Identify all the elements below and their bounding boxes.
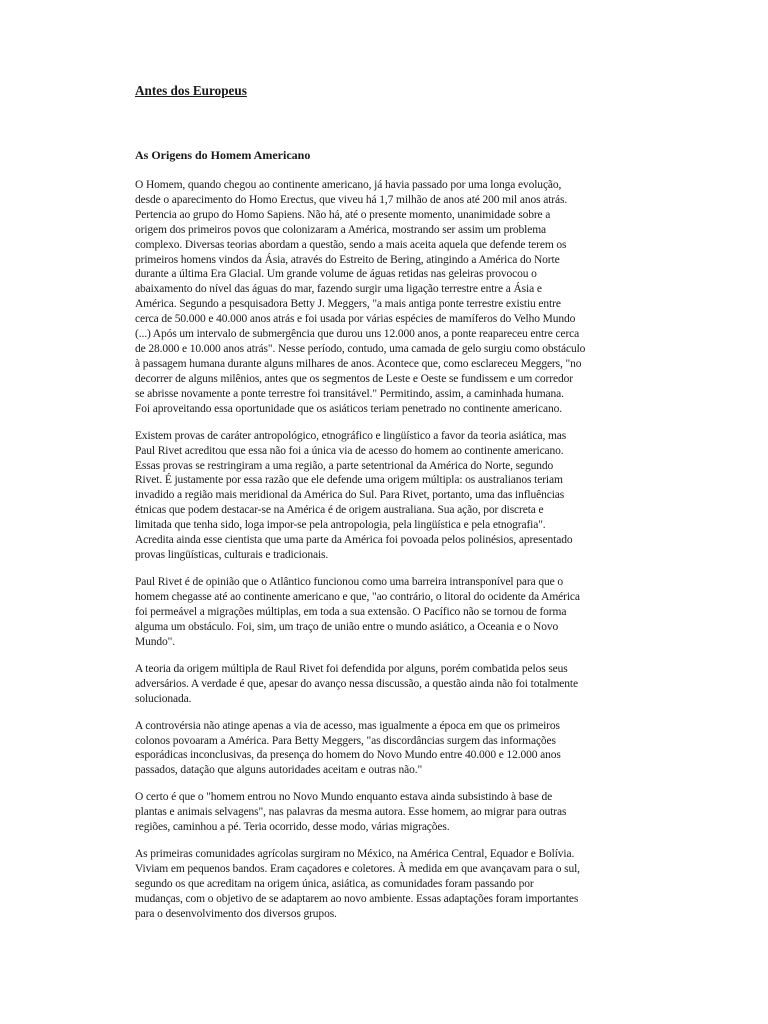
paragraph: [135, 575, 645, 650]
document-title: Antes dos Europeus: [135, 83, 247, 98]
paragraph-line: As primeiras comunidades agrícolas surgiram no México, na América Central, Equador e Bolívia.: [135, 848, 575, 861]
paragraph-line: plantas e animais selvagens", nas palavras da mesma autora. Esse homem, ao migrar para outras: [135, 806, 567, 819]
paragraph-line: segundo os que acreditam na origem única, asiática, as comunidades foram passando por: [135, 878, 534, 891]
paragraph: [135, 178, 645, 417]
paragraph-line: decorrer de alguns milênios, antes que os segmentos de Leste e Oeste se fundissem e um corredor: [135, 372, 573, 385]
paragraph-line: Pertencia ao grupo do Homo Sapiens. Não há, até o presente momento, unanimidade sobre a: [135, 208, 551, 221]
paragraph-line: Foi aproveitando essa oportunidade que os asiáticos teriam penetrado no continente americano.: [135, 402, 562, 415]
paragraph-line: invadido a região mais meridional da América do Sul. Para Rivet, portanto, uma das influências: [135, 489, 565, 502]
paragraph: [135, 790, 645, 835]
paragraph-line: origem dos primeiros povos que colonizaram a América, mostrando ser assim um problema: [135, 223, 547, 236]
paragraph-line: mudanças, com o objetivo de se adaptarem ao novo ambiente. Essas adaptações foram importantes: [135, 893, 579, 906]
paragraph-line: A controvérsia não atinge apenas a via de acesso, mas igualmente a época em que os primeiros: [135, 719, 560, 732]
paragraph-line: homem chegasse até ao continente americano e que, "ao contrário, o litoral do ocidente da América: [135, 590, 580, 603]
paragraph-line: primeiros homens vindos da Ásia, através do Estreito de Bering, atingindo a América do Norte: [135, 253, 560, 266]
paragraph-line: adversários. A verdade é que, apesar do avanço nessa discussão, a questão ainda não foi totalmente: [135, 677, 578, 690]
paragraph-line: alguma um obstáculo. Foi, sim, um traço de união entre o mundo asiático, a Oceania e o Novo: [135, 620, 559, 633]
paragraph-line: Rivet. É justamente por essa razão que ele defende uma origem múltipla: os australianos teriam: [135, 474, 563, 487]
paragraph-line: de 28.000 e 10.000 anos atrás". Nesse período, contudo, uma camada de gelo surgiu como obstáculo: [135, 342, 586, 355]
paragraph: [135, 847, 645, 922]
paragraph-line: se abrisse novamente a ponte terrestre foi transitável." Permitindo, assim, a caminhada humana.: [135, 387, 564, 400]
paragraph-line: cerca de 50.000 e 40.000 anos atrás e foi usada por várias espécies de mamíferos do Velho Mundo: [135, 313, 576, 326]
paragraph-line: à passagem humana durante alguns milhares de anos. Acontece que, como esclareceu Meggers, "no: [135, 357, 582, 370]
paragraph-line: esporádicas inconclusivas, da presença do homem do Novo Mundo entre 40.000 e 12.000 anos: [135, 749, 561, 762]
paragraph-line: Viviam em pequenos bandos. Eram caçadores e coletores. À medida em que avançavam para o sul,: [135, 863, 580, 876]
paragraph: [135, 719, 645, 779]
paragraph-line: complexo. Diversas teorias abordam a questão, sendo a mais aceita aquela que defende terem os: [135, 238, 567, 251]
section-title: As Origens do Homem Americano: [135, 148, 311, 162]
paragraph: [135, 429, 645, 563]
paragraph-line: América. Segundo a pesquisadora Betty J. Meggers, "a mais antiga ponte terrestre existiu entre: [135, 298, 561, 311]
paragraph-line: durante a última Era Glacial. Um grande volume de águas retidas nas geleiras provocou o: [135, 268, 537, 281]
paragraph-line: étnicas que podem destacar-se na América é de origem australiana. Sua ação, por discreta e: [135, 504, 544, 517]
paragraph-line: provas lingüísticas, culturais e tradicionais.: [135, 548, 329, 561]
paragraph-line: abaixamento do nível das águas do mar, fazendo surgir uma ligação terrestre entre a Ásia e: [135, 283, 542, 296]
paragraph-line: Existem provas de caráter antropológico, etnográfico e lingüístico a favor da teoria asiática, mas: [135, 429, 567, 442]
paragraph-line: regiões, caminhou a pé. Teria ocorrido, desse modo, várias migrações.: [135, 821, 450, 834]
paragraph-line: Paul Rivet é de opinião que o Atlântico funcionou como uma barreira intransponível para que o: [135, 576, 563, 589]
paragraph-line: desde o aparecimento do Homo Erectus, que viveu há 1,7 milhão de anos até 200 mil anos atrás.: [135, 193, 568, 206]
paragraph-line: (...) Após um intervalo de submergência que durou uns 12.000 anos, a ponte reapareceu entre cerca: [135, 328, 580, 341]
paragraph-line: Acredita ainda esse cientista que uma parte da América foi povoada pelos polinésios, apresentado: [135, 534, 573, 547]
paragraph-line: passados, datação que alguns autoridades aceitam e outras não.": [135, 764, 423, 777]
paragraph-line: solucionada.: [135, 692, 192, 705]
paragraph-line: O certo é que o "homem entrou no Novo Mundo enquanto estava ainda subsistindo à base de: [135, 791, 553, 804]
paragraph-line: limitada que tenha sido, loga impor-se pela antropologia, pela lingüística e pela etnografia".: [135, 519, 546, 532]
paragraph-line: O Homem, quando chegou ao continente americano, já havia passado por uma longa evolução,: [135, 179, 562, 191]
paragraph-line: Essas provas se restringiram a uma região, a parte setentrional da América do Norte, segundo: [135, 459, 554, 472]
paragraph-line: para o desenvolvimento dos diversos grupos.: [135, 908, 337, 920]
paragraph-line: foi permeável a migrações múltiplas, em toda a sua extensão. O Pacífico não se tornou de forma: [135, 605, 567, 618]
paragraph-line: colonos povoaram a América. Para Betty Meggers, "as discordâncias surgem das informações: [135, 734, 556, 747]
paragraph-line: A teoria da origem múltipla de Raul Rivet foi defendida por alguns, porém combatida pelos seus: [135, 662, 568, 675]
document-body: [135, 178, 645, 934]
paragraph-line: Paul Rivet acreditou que essa não foi a única via de acesso do homem ao continente americano.: [135, 444, 564, 457]
paragraph-line: Mundo".: [135, 635, 175, 648]
paragraph: [135, 662, 645, 707]
